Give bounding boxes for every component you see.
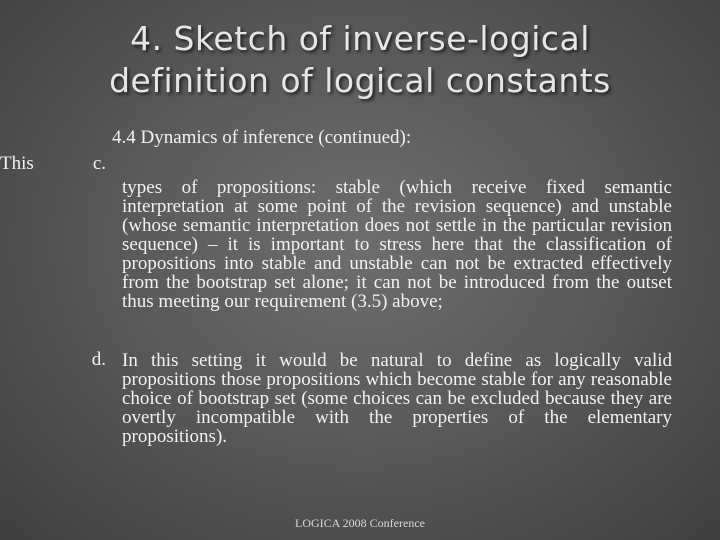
title-line-1: 4. Sketch of inverse-logical [130,19,590,58]
footer: LOGICA 2008 Conference [295,516,425,530]
item-d-letter: d. [91,349,106,370]
item-d-text: In this setting it would be natural to define as logically valid propositions those propositions which become stable for any reasonable choice of bootstrap set (some choices can be excluded because they are overtly incompatible with the properties of the elementary propositions). [122,350,672,447]
section-subheading: 4.4 Dynamics of inference (continued): [112,127,412,148]
slide-title [80,18,640,102]
stray-text: This [0,153,34,174]
item-c-text: types of propositions: stable (which receive fixed semantic interpretation at some point of the revision sequence) and unstable (whose semantic interpretation does not settle in the particular revision sequence) – it is important to stress here that the classification of propositions into stable and unstable can not be extracted effectively from the bootstrap set alone; it can not be introduced from the outset thus meeting our requirement (3.5) above; [122,177,672,312]
title-line-2: definition of logical constants [109,61,611,100]
item-c-letter: c. [92,153,106,174]
